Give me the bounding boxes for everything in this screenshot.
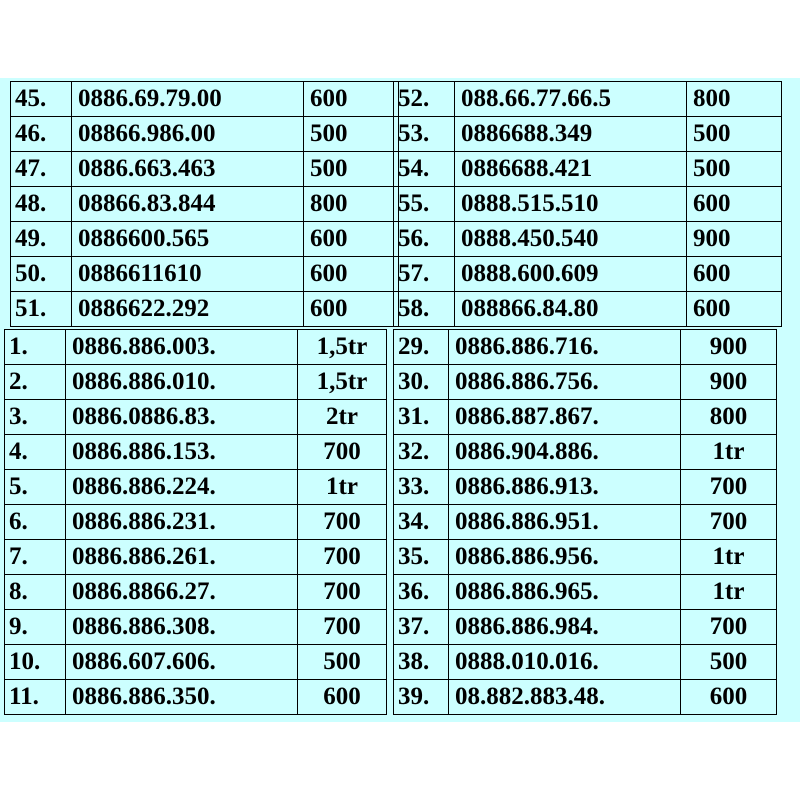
price: 700 [298, 435, 387, 470]
row-index: 5. [5, 470, 66, 505]
row-index: 6. [5, 505, 66, 540]
phone-number: 0886622.292 [72, 292, 304, 327]
price: 500 [687, 152, 782, 187]
phone-number: 0886.886.153. [66, 435, 298, 470]
phone-number: 08866.83.844 [72, 187, 304, 222]
table-row [5, 645, 387, 680]
table-row [5, 680, 387, 715]
row-index: 8. [5, 575, 66, 610]
table-row [5, 435, 387, 470]
phone-number: 0886.886.965. [449, 575, 681, 610]
price: 600 [681, 680, 777, 715]
phone-number: 0886688.421 [455, 152, 687, 187]
phone-number: 0886.8866.27. [66, 575, 298, 610]
table-row [11, 82, 399, 117]
row-index: 2. [5, 365, 66, 400]
price: 700 [298, 540, 387, 575]
price: 700 [298, 575, 387, 610]
row-index: 31. [394, 400, 449, 435]
table-row [11, 152, 399, 187]
price: 700 [681, 610, 777, 645]
row-index: 58. [394, 292, 455, 327]
table-row [394, 222, 782, 257]
row-index: 47. [11, 152, 72, 187]
phone-number: 0886.69.79.00 [72, 82, 304, 117]
price: 700 [298, 610, 387, 645]
table-row [394, 645, 777, 680]
price: 600 [304, 257, 399, 292]
phone-number: 0886.886.350. [66, 680, 298, 715]
table-row [11, 257, 399, 292]
listing-panel [0, 78, 800, 722]
phone-number: 0888.515.510 [455, 187, 687, 222]
table-row [394, 540, 777, 575]
row-index: 35. [394, 540, 449, 575]
table-row [394, 610, 777, 645]
row-index: 3. [5, 400, 66, 435]
table-row [5, 505, 387, 540]
price: 700 [681, 470, 777, 505]
phone-number: 088866.84.80 [455, 292, 687, 327]
table-row [5, 470, 387, 505]
table-row [394, 257, 782, 292]
phone-number: 0886688.349 [455, 117, 687, 152]
phone-number: 0888.600.609 [455, 257, 687, 292]
bottom-right-table [393, 329, 777, 715]
price: 2tr [298, 400, 387, 435]
row-index: 4. [5, 435, 66, 470]
table-row [5, 610, 387, 645]
price: 600 [304, 82, 399, 117]
table-row [394, 82, 782, 117]
row-index: 38. [394, 645, 449, 680]
phone-number: 08866.986.00 [72, 117, 304, 152]
phone-number: 0886.607.606. [66, 645, 298, 680]
table-row [394, 187, 782, 222]
phone-number: 088.66.77.66.5 [455, 82, 687, 117]
row-index: 36. [394, 575, 449, 610]
row-index: 39. [394, 680, 449, 715]
phone-number: 0886.886.956. [449, 540, 681, 575]
price: 600 [687, 187, 782, 222]
table-row [394, 435, 777, 470]
price: 500 [681, 645, 777, 680]
row-index: 11. [5, 680, 66, 715]
row-index: 34. [394, 505, 449, 540]
row-index: 54. [394, 152, 455, 187]
price: 600 [687, 292, 782, 327]
price: 500 [298, 645, 387, 680]
row-index: 51. [11, 292, 72, 327]
price: 700 [298, 505, 387, 540]
table-row [5, 365, 387, 400]
phone-number: 0886.887.867. [449, 400, 681, 435]
row-index: 10. [5, 645, 66, 680]
phone-number: 0886611610 [72, 257, 304, 292]
price: 1tr [298, 470, 387, 505]
price: 600 [304, 292, 399, 327]
table-row [394, 292, 782, 327]
phone-number: 0888.450.540 [455, 222, 687, 257]
price: 900 [687, 222, 782, 257]
phone-number: 0886.904.886. [449, 435, 681, 470]
row-index: 9. [5, 610, 66, 645]
row-index: 48. [11, 187, 72, 222]
row-index: 50. [11, 257, 72, 292]
table-row [5, 575, 387, 610]
table-row [5, 400, 387, 435]
row-index: 46. [11, 117, 72, 152]
price: 500 [304, 152, 399, 187]
table-row [394, 117, 782, 152]
row-index: 7. [5, 540, 66, 575]
price: 800 [304, 187, 399, 222]
table-row [394, 400, 777, 435]
table-row [11, 222, 399, 257]
phone-number: 0886.886.756. [449, 365, 681, 400]
top-left-table [10, 81, 399, 327]
table-row [394, 575, 777, 610]
price: 600 [304, 222, 399, 257]
row-index: 49. [11, 222, 72, 257]
row-index: 1. [5, 330, 66, 365]
table-row [394, 330, 777, 365]
row-index: 32. [394, 435, 449, 470]
row-index: 45. [11, 82, 72, 117]
phone-number: 0886.886.951. [449, 505, 681, 540]
row-index: 53. [394, 117, 455, 152]
price: 800 [687, 82, 782, 117]
price: 900 [681, 330, 777, 365]
row-index: 56. [394, 222, 455, 257]
price: 800 [681, 400, 777, 435]
top-right-table [393, 81, 782, 327]
bottom-left-table [4, 329, 387, 715]
table-row [11, 117, 399, 152]
price: 1tr [681, 435, 777, 470]
price: 500 [687, 117, 782, 152]
row-index: 57. [394, 257, 455, 292]
table-row [11, 187, 399, 222]
phone-number: 0886.886.224. [66, 470, 298, 505]
phone-number: 0886.886.261. [66, 540, 298, 575]
price: 1tr [681, 540, 777, 575]
table-row [394, 152, 782, 187]
phone-number: 0886.663.463 [72, 152, 304, 187]
table-row [394, 505, 777, 540]
row-index: 29. [394, 330, 449, 365]
row-index: 52. [394, 82, 455, 117]
row-index: 30. [394, 365, 449, 400]
row-index: 33. [394, 470, 449, 505]
phone-number: 0886.886.231. [66, 505, 298, 540]
phone-number: 08.882.883.48. [449, 680, 681, 715]
price: 600 [687, 257, 782, 292]
phone-number: 0886.886.010. [66, 365, 298, 400]
price: 700 [681, 505, 777, 540]
table-row [394, 470, 777, 505]
phone-number: 0886.886.308. [66, 610, 298, 645]
price: 500 [304, 117, 399, 152]
table-row [5, 540, 387, 575]
price: 900 [681, 365, 777, 400]
row-index: 55. [394, 187, 455, 222]
price: 1,5tr [298, 330, 387, 365]
phone-number: 0886.886.003. [66, 330, 298, 365]
phone-number: 0886.0886.83. [66, 400, 298, 435]
phone-number: 0886.886.913. [449, 470, 681, 505]
phone-number: 0886.886.716. [449, 330, 681, 365]
phone-number: 0886600.565 [72, 222, 304, 257]
price: 600 [298, 680, 387, 715]
price: 1tr [681, 575, 777, 610]
table-row [394, 680, 777, 715]
price: 1,5tr [298, 365, 387, 400]
phone-number: 0888.010.016. [449, 645, 681, 680]
phone-number: 0886.886.984. [449, 610, 681, 645]
table-row [11, 292, 399, 327]
table-row [5, 330, 387, 365]
row-index: 37. [394, 610, 449, 645]
table-row [394, 365, 777, 400]
